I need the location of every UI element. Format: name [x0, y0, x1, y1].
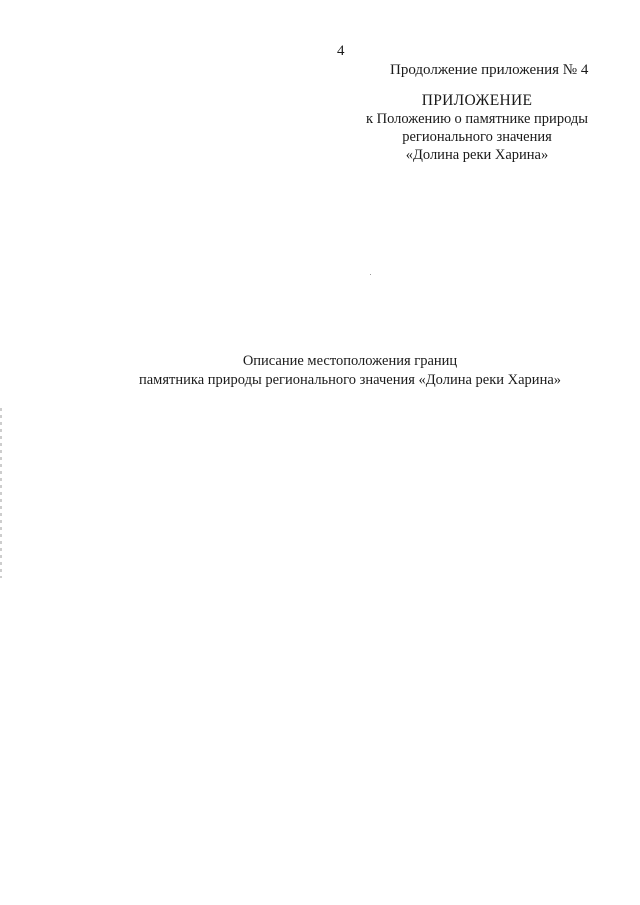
appendix-subtitle-line-1: к Положению о памятнике природы [365, 111, 589, 127]
page-number: 4 [337, 43, 345, 59]
description-line-1: Описание местоположения границ [242, 353, 458, 369]
appendix-subtitle-line-3: «Долина реки Харина» [405, 147, 549, 163]
appendix-header [352, 92, 602, 164]
description-line-2: памятника природы регионального значения «Долина реки Харина» [138, 372, 562, 388]
appendix-subtitle-line-2: регионального значения [402, 129, 552, 145]
boundary-description-heading [80, 352, 620, 390]
continuation-label: Продолжение приложения № 4 [390, 62, 589, 78]
scan-speck [370, 274, 371, 275]
scan-edge-artifact [0, 408, 2, 578]
appendix-title: ПРИЛОЖЕНИЕ [421, 92, 533, 109]
